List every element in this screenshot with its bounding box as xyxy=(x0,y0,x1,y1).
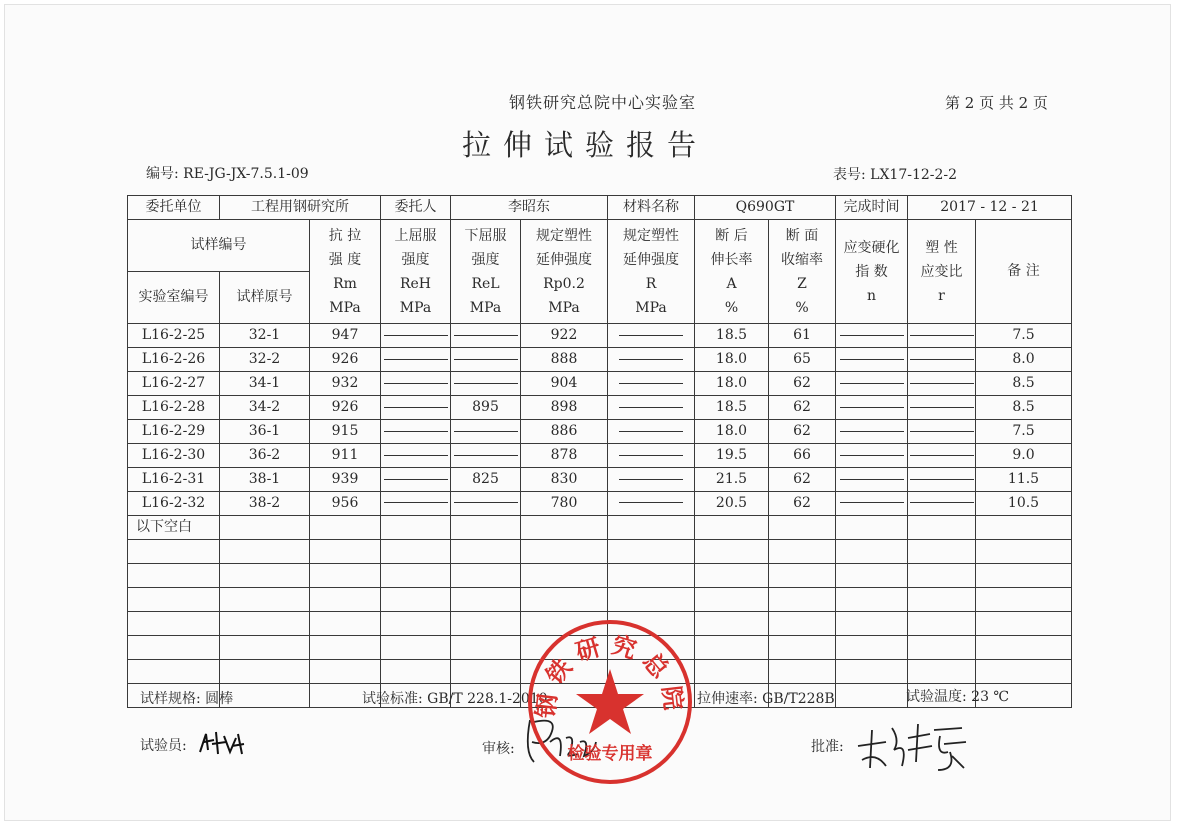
blank-cell xyxy=(908,635,976,659)
empty-dash xyxy=(840,407,904,408)
cell-r xyxy=(608,444,695,468)
cell-remark: 8.0 xyxy=(976,348,1072,372)
header-line: 延伸强度 xyxy=(536,251,592,268)
cell-rp02: 886 xyxy=(521,420,608,444)
empty-dash xyxy=(910,455,974,456)
cell-remark: 8.5 xyxy=(976,372,1072,396)
empty-dash xyxy=(454,383,518,384)
cell-rm: 926 xyxy=(310,348,381,372)
blank-cell xyxy=(128,587,220,611)
cell-rr xyxy=(908,492,976,516)
cell-reh xyxy=(381,420,451,444)
empty-dash xyxy=(454,455,518,456)
blank-cell xyxy=(908,659,976,683)
material-value: Q690GT xyxy=(695,196,836,220)
cell-z: 66 xyxy=(769,444,836,468)
header-r xyxy=(608,219,695,323)
blank-cell xyxy=(695,635,769,659)
cell-a: 19.5 xyxy=(695,444,769,468)
blank-cell xyxy=(521,539,608,563)
empty-dash xyxy=(910,335,974,336)
cell-lab-no: L16-2-30 xyxy=(128,444,220,468)
seal-text: 钢铁研究总院 xyxy=(531,630,689,720)
header-line: 规定塑性 xyxy=(623,227,679,244)
header-line: % xyxy=(724,299,739,316)
blank-cell xyxy=(695,563,769,587)
blank-cell xyxy=(836,563,908,587)
blank-cell xyxy=(769,611,836,635)
empty-dash xyxy=(619,407,683,408)
cell-rp02: 878 xyxy=(521,444,608,468)
blank-cell xyxy=(836,635,908,659)
blank-cell xyxy=(908,515,976,539)
blank-cell xyxy=(976,515,1072,539)
finish-label: 完成时间 xyxy=(836,196,908,220)
table-row xyxy=(128,468,1072,492)
cell-remark: 9.0 xyxy=(976,444,1072,468)
client-value: 李昭东 xyxy=(451,196,608,220)
blank-cell xyxy=(381,587,451,611)
table-row xyxy=(128,420,1072,444)
blank-cell xyxy=(451,659,521,683)
empty-dash xyxy=(840,479,904,480)
blank-cell xyxy=(128,539,220,563)
header-line: ReH xyxy=(399,275,432,292)
empty-dash xyxy=(840,335,904,336)
cell-r xyxy=(608,348,695,372)
cell-rr xyxy=(908,396,976,420)
cell-a: 18.0 xyxy=(695,372,769,396)
lab-no-header: 实验室编号 xyxy=(128,272,220,324)
cell-rp02: 922 xyxy=(521,324,608,348)
cell-reh xyxy=(381,444,451,468)
cell-a: 18.5 xyxy=(695,396,769,420)
table-row xyxy=(128,324,1072,348)
table-row xyxy=(128,348,1072,372)
header-rel xyxy=(451,219,521,323)
empty-dash xyxy=(840,455,904,456)
blank-cell xyxy=(220,587,310,611)
cell-orig-no: 38-2 xyxy=(220,492,310,516)
cell-rp02: 888 xyxy=(521,348,608,372)
blank-cell xyxy=(695,659,769,683)
client-unit-value: 工程用钢研究所 xyxy=(220,196,381,220)
header-remark: 备 注 xyxy=(976,219,1072,323)
cell-n xyxy=(836,468,908,492)
cell-a: 20.5 xyxy=(695,492,769,516)
client-unit-label: 委托单位 xyxy=(128,196,220,220)
cell-rel xyxy=(451,444,521,468)
cell-reh xyxy=(381,468,451,492)
blank-cell xyxy=(769,539,836,563)
blank-cell xyxy=(310,539,381,563)
reviewer-label: 审核: xyxy=(482,741,515,757)
empty-dash xyxy=(910,479,974,480)
cell-n xyxy=(836,396,908,420)
blank-cell xyxy=(976,635,1072,659)
client-label: 委托人 xyxy=(381,196,451,220)
approver-label: 批准: xyxy=(811,739,844,755)
blank-cell xyxy=(451,587,521,611)
header-line: MPa xyxy=(399,299,432,316)
empty-dash xyxy=(619,359,683,360)
cell-reh xyxy=(381,492,451,516)
cell-rel xyxy=(451,420,521,444)
blank-cell xyxy=(769,515,836,539)
header-line: ReL xyxy=(471,275,500,292)
blank-cell xyxy=(381,515,451,539)
cell-lab-no: L16-2-26 xyxy=(128,348,220,372)
blank-cell xyxy=(908,539,976,563)
blank-cell xyxy=(128,611,220,635)
blank-cell xyxy=(695,587,769,611)
header-line: 塑 性 xyxy=(925,239,958,256)
blank-cell xyxy=(451,635,521,659)
empty-dash xyxy=(384,502,448,503)
cell-orig-no: 34-2 xyxy=(220,396,310,420)
cell-rr xyxy=(908,372,976,396)
blank-cell xyxy=(608,515,695,539)
cell-rp02: 780 xyxy=(521,492,608,516)
cell-lab-no: L16-2-32 xyxy=(128,492,220,516)
blank-cell xyxy=(128,563,220,587)
cell-r xyxy=(608,492,695,516)
header-line: Rm xyxy=(333,275,357,292)
header-line: MPa xyxy=(548,299,580,316)
cell-n xyxy=(836,420,908,444)
blank-row xyxy=(128,539,1072,563)
cell-z: 61 xyxy=(769,324,836,348)
header-line: 强 度 xyxy=(328,251,362,268)
blank-cell xyxy=(769,587,836,611)
cell-remark: 7.5 xyxy=(976,420,1072,444)
end-marker: 以下空白 xyxy=(128,515,220,539)
empty-dash xyxy=(384,335,448,336)
cell-r xyxy=(608,468,695,492)
cell-rel: 825 xyxy=(451,468,521,492)
cell-remark: 8.5 xyxy=(976,396,1072,420)
cell-z: 62 xyxy=(769,420,836,444)
cell-rm: 926 xyxy=(310,396,381,420)
empty-dash xyxy=(384,431,448,432)
form-number: 表号: LX17-12-2-2 xyxy=(833,167,958,183)
header-line: 强度 xyxy=(401,251,430,268)
empty-dash xyxy=(619,455,683,456)
blank-cell xyxy=(451,611,521,635)
cell-rel: 895 xyxy=(451,396,521,420)
header-a xyxy=(695,219,769,323)
empty-dash xyxy=(454,431,518,432)
cell-a: 18.0 xyxy=(695,420,769,444)
header-line: 指 数 xyxy=(855,263,888,280)
cell-n xyxy=(836,492,908,516)
cell-rr xyxy=(908,468,976,492)
blank-cell xyxy=(908,563,976,587)
cell-r xyxy=(608,396,695,420)
empty-dash xyxy=(910,502,974,503)
cell-r xyxy=(608,372,695,396)
cell-n xyxy=(836,348,908,372)
header-z xyxy=(769,219,836,323)
blank-cell xyxy=(220,659,310,683)
header-line: MPa xyxy=(469,299,502,316)
approver-signature xyxy=(852,716,972,776)
blank-cell xyxy=(310,611,381,635)
blank-cell xyxy=(836,587,908,611)
cell-orig-no: 32-2 xyxy=(220,348,310,372)
test-temperature: 试验温度: 23 ℃ xyxy=(906,689,1010,705)
empty-dash xyxy=(910,431,974,432)
blank-cell xyxy=(310,635,381,659)
header-line: 抗 拉 xyxy=(328,227,362,244)
empty-dash xyxy=(619,479,683,480)
cell-remark: 11.5 xyxy=(976,468,1072,492)
cell-rr xyxy=(908,324,976,348)
blank-cell xyxy=(976,611,1072,635)
empty-dash xyxy=(619,383,683,384)
seal-bottom-text: 检验专用章 xyxy=(567,744,653,764)
info-row xyxy=(128,196,1072,220)
table-row xyxy=(128,492,1072,516)
cell-z: 65 xyxy=(769,348,836,372)
blank-cell xyxy=(836,539,908,563)
blank-cell xyxy=(381,659,451,683)
cell-remark: 10.5 xyxy=(976,492,1072,516)
blank-cell xyxy=(908,611,976,635)
blank-cell xyxy=(310,659,381,683)
blank-cell xyxy=(976,539,1072,563)
header-line: r xyxy=(938,287,945,304)
empty-dash xyxy=(910,407,974,408)
header-line: % xyxy=(795,299,809,316)
header-line: 收缩率 xyxy=(781,251,823,268)
empty-dash xyxy=(454,335,518,336)
blank-cell xyxy=(128,635,220,659)
header-line: Z xyxy=(797,275,807,292)
finish-value: 2017 - 12 - 21 xyxy=(908,196,1072,220)
empty-dash xyxy=(840,383,904,384)
cell-rel xyxy=(451,372,521,396)
header-line: MPa xyxy=(635,299,667,316)
cell-lab-no: L16-2-28 xyxy=(128,396,220,420)
cell-z: 62 xyxy=(769,396,836,420)
sample-no-header: 试样编号 xyxy=(128,219,310,271)
cell-reh xyxy=(381,324,451,348)
cell-n xyxy=(836,444,908,468)
end-marker-row xyxy=(128,515,1072,539)
cell-rm: 947 xyxy=(310,324,381,348)
blank-cell xyxy=(976,659,1072,683)
cell-orig-no: 32-1 xyxy=(220,324,310,348)
cell-orig-no: 34-1 xyxy=(220,372,310,396)
empty-dash xyxy=(619,502,683,503)
blank-cell xyxy=(220,635,310,659)
cell-rm: 932 xyxy=(310,372,381,396)
blank-cell xyxy=(451,563,521,587)
cell-orig-no: 38-1 xyxy=(220,468,310,492)
header-line: 断 面 xyxy=(785,227,819,244)
blank-cell xyxy=(451,515,521,539)
tester-signature xyxy=(196,728,248,758)
blank-cell xyxy=(608,563,695,587)
empty-dash xyxy=(619,335,683,336)
header-line: 下屈服 xyxy=(464,227,507,244)
cell-remark: 7.5 xyxy=(976,324,1072,348)
cell-reh xyxy=(381,372,451,396)
blank-cell xyxy=(381,563,451,587)
blank-cell xyxy=(128,659,220,683)
empty-dash xyxy=(910,359,974,360)
blank-cell xyxy=(521,587,608,611)
empty-dash xyxy=(384,455,448,456)
cell-lab-no: L16-2-31 xyxy=(128,468,220,492)
blank-cell xyxy=(836,683,908,707)
cell-orig-no: 36-1 xyxy=(220,420,310,444)
empty-dash xyxy=(384,383,448,384)
cell-lab-no: L16-2-29 xyxy=(128,420,220,444)
cell-rp02: 830 xyxy=(521,468,608,492)
blank-cell xyxy=(521,563,608,587)
empty-dash xyxy=(910,383,974,384)
cell-rr xyxy=(908,348,976,372)
cell-z: 62 xyxy=(769,468,836,492)
blank-row xyxy=(128,587,1072,611)
blank-cell xyxy=(220,539,310,563)
cell-orig-no: 36-2 xyxy=(220,444,310,468)
cell-lab-no: L16-2-27 xyxy=(128,372,220,396)
empty-dash xyxy=(840,359,904,360)
empty-dash xyxy=(840,431,904,432)
header-line: R xyxy=(645,275,657,292)
table-row xyxy=(128,444,1072,468)
blank-cell xyxy=(220,611,310,635)
material-label: 材料名称 xyxy=(608,196,695,220)
empty-dash xyxy=(840,502,904,503)
blank-cell xyxy=(695,611,769,635)
cell-n xyxy=(836,324,908,348)
cell-a: 18.5 xyxy=(695,324,769,348)
blank-cell xyxy=(220,515,310,539)
blank-cell xyxy=(451,539,521,563)
blank-cell xyxy=(836,515,908,539)
report-title: 拉伸试验报告 xyxy=(462,128,709,162)
cell-n xyxy=(836,372,908,396)
blank-cell xyxy=(310,587,381,611)
header-line: 强度 xyxy=(471,251,500,268)
cell-rm: 911 xyxy=(310,444,381,468)
cell-rm: 939 xyxy=(310,468,381,492)
table-row xyxy=(128,396,1072,420)
header-line: 应变硬化 xyxy=(843,239,900,256)
header-reh xyxy=(381,219,451,323)
cell-r xyxy=(608,420,695,444)
blank-cell xyxy=(608,539,695,563)
blank-cell xyxy=(769,635,836,659)
test-standard: 试验标准: GB/T 228.1-2010 xyxy=(362,691,548,707)
empty-dash xyxy=(619,431,683,432)
cell-z: 62 xyxy=(769,492,836,516)
blank-cell xyxy=(769,563,836,587)
header-line: A xyxy=(726,275,737,292)
blank-cell xyxy=(769,659,836,683)
empty-dash xyxy=(454,502,518,503)
cell-rp02: 904 xyxy=(521,372,608,396)
cell-rel xyxy=(451,324,521,348)
cell-a: 21.5 xyxy=(695,468,769,492)
cell-reh xyxy=(381,396,451,420)
cell-rr xyxy=(908,444,976,468)
header-line: 伸长率 xyxy=(710,251,753,268)
empty-dash xyxy=(384,479,448,480)
cell-a: 18.0 xyxy=(695,348,769,372)
header-line: 应变比 xyxy=(920,263,963,280)
header-line: n xyxy=(867,287,877,304)
cell-rm: 915 xyxy=(310,420,381,444)
blank-cell xyxy=(695,539,769,563)
tester-label: 试验员: xyxy=(140,738,187,754)
inspection-seal xyxy=(525,617,695,787)
cell-rp02: 898 xyxy=(521,396,608,420)
cell-r xyxy=(608,324,695,348)
header-line: 规定塑性 xyxy=(536,227,592,244)
cell-rel xyxy=(451,348,521,372)
table-row xyxy=(128,372,1072,396)
report-code: 编号: RE-JG-JX-7.5.1-09 xyxy=(146,166,309,182)
cell-rm: 956 xyxy=(310,492,381,516)
header-line: 上屈服 xyxy=(394,227,437,244)
header-rp02 xyxy=(521,219,608,323)
blank-cell xyxy=(695,515,769,539)
empty-dash xyxy=(384,359,448,360)
header-line: Rp0.2 xyxy=(543,275,585,292)
blank-cell xyxy=(521,515,608,539)
cell-rel xyxy=(451,492,521,516)
header-n xyxy=(836,219,908,323)
empty-dash xyxy=(454,359,518,360)
tensile-speed: 拉伸速率: GB/T228B xyxy=(697,691,835,707)
cell-reh xyxy=(381,348,451,372)
blank-cell xyxy=(976,587,1072,611)
blank-cell xyxy=(220,563,310,587)
lab-name: 钢铁研究总院中心实验室 xyxy=(509,93,697,112)
sample-spec: 试样规格: 圆棒 xyxy=(140,691,234,707)
header-tensile xyxy=(310,219,381,323)
blank-cell xyxy=(836,659,908,683)
cell-lab-no: L16-2-25 xyxy=(128,324,220,348)
blank-cell xyxy=(381,539,451,563)
blank-cell xyxy=(310,515,381,539)
cell-rr xyxy=(908,420,976,444)
header-line: MPa xyxy=(329,299,361,316)
cell-z: 62 xyxy=(769,372,836,396)
blank-cell xyxy=(908,587,976,611)
blank-row xyxy=(128,563,1072,587)
blank-cell xyxy=(381,635,451,659)
header-rr xyxy=(908,219,976,323)
blank-cell xyxy=(836,611,908,635)
blank-cell xyxy=(381,611,451,635)
orig-no-header: 试样原号 xyxy=(220,272,310,324)
header-line: 断 后 xyxy=(715,227,748,244)
blank-cell xyxy=(976,563,1072,587)
blank-cell xyxy=(310,563,381,587)
page-info: 第 2 页 共 2 页 xyxy=(945,94,1048,112)
empty-dash xyxy=(384,407,448,408)
header-line: 延伸强度 xyxy=(623,251,679,268)
blank-cell xyxy=(608,587,695,611)
